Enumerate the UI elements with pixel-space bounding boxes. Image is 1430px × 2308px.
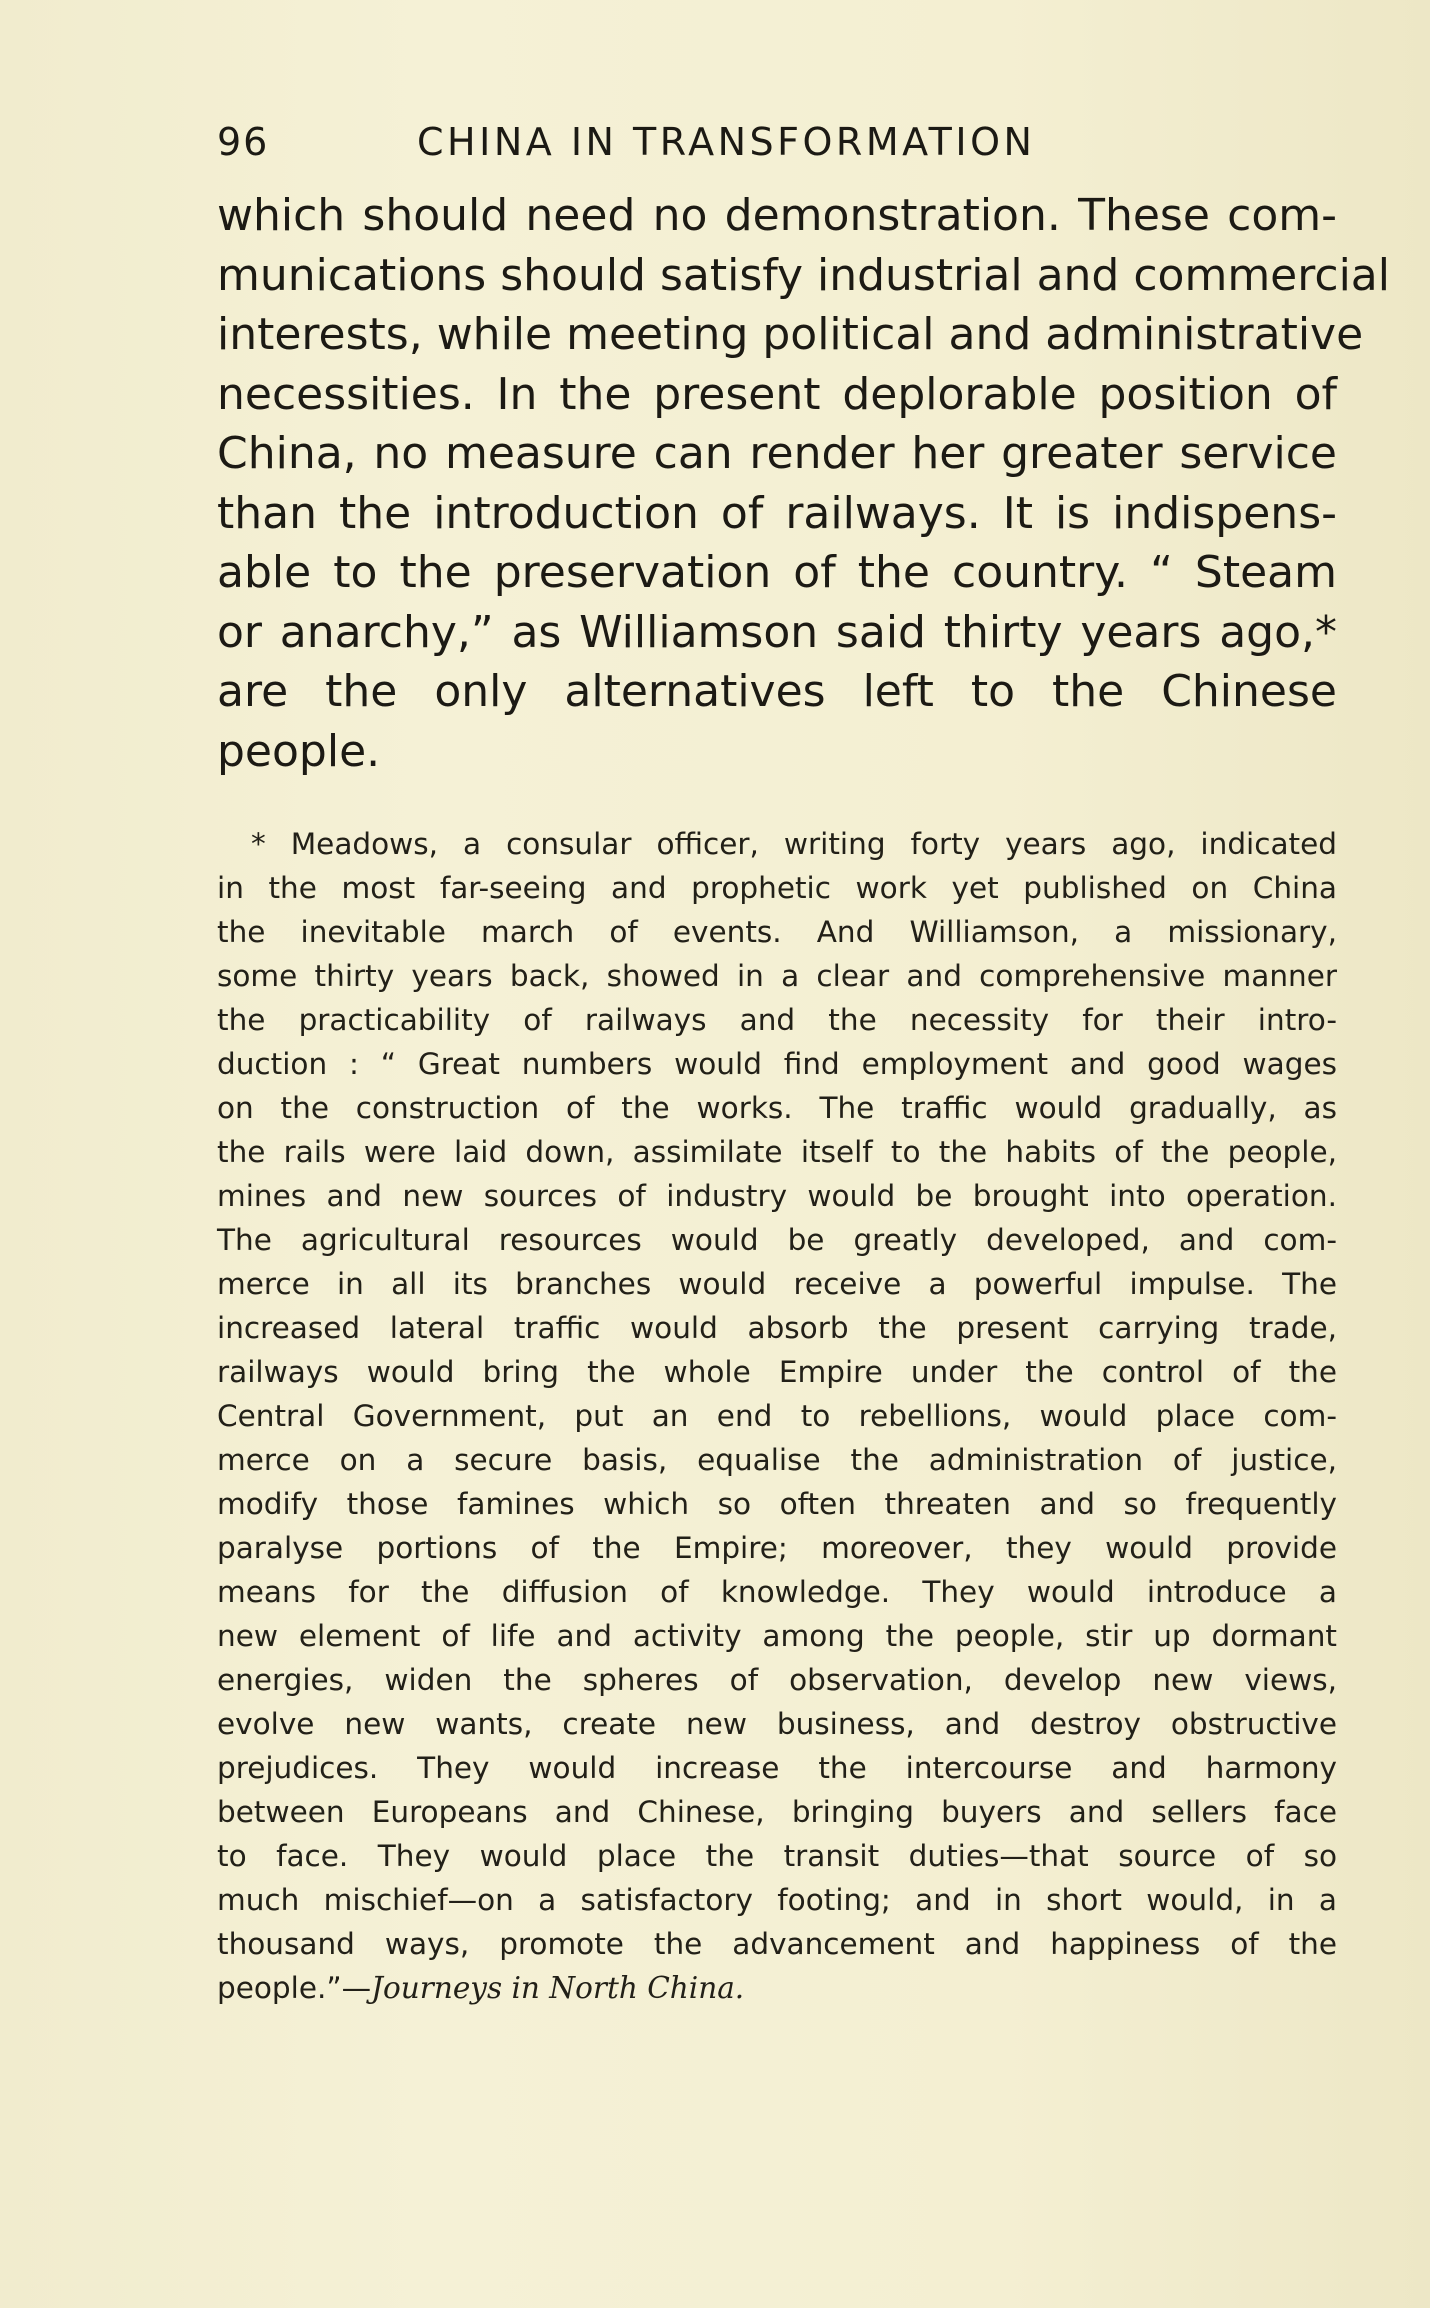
body-paragraph: [217, 186, 1390, 781]
footnote-line: the practicability of railways and the necessity for their intro-: [217, 1003, 1337, 1037]
page-number: 96: [217, 120, 270, 164]
footnote-closing-text: people.”—: [217, 1971, 372, 2005]
footnote-line: much mischief—on a satisfactory footing; and in short would, in a: [217, 1883, 1337, 1917]
body-line: people.: [217, 725, 381, 777]
footnote-closing-line: [217, 1966, 1337, 2010]
footnote-line: duction : “ Great numbers would find employment and good wages: [217, 1047, 1337, 1081]
footnote-line: the rails were laid down, assimilate itself to the habits of the people,: [217, 1135, 1337, 1169]
citation-source: Journeys in North China.: [371, 1971, 745, 2005]
body-line: able to the preservation of the country. “ Steam: [217, 547, 1337, 598]
footnote-line: on the construction of the works. The traffic would gradually, as: [217, 1091, 1337, 1125]
footnote-line: means for the diffusion of knowledge. They would introduce a: [217, 1575, 1337, 1609]
running-title: CHINA IN TRANSFORMATION: [417, 120, 1036, 164]
footnote-line: Central Government, put an end to rebellions, would place com-: [217, 1399, 1337, 1433]
footnote-line: to face. They would place the transit duties—that source of so: [217, 1839, 1337, 1873]
body-line: than the introduction of railways. It is indispens-: [217, 487, 1337, 539]
footnote-line: railways would bring the whole Empire under the control of the: [217, 1355, 1337, 1389]
page-header: [217, 112, 1337, 172]
footnote-line: The agricultural resources would be greatly developed, and com-: [217, 1223, 1337, 1257]
footnote-line: increased lateral traffic would absorb the present carrying trade,: [217, 1311, 1337, 1345]
body-line: China, no measure can render her greater service: [217, 428, 1337, 479]
body-line: or anarchy,” as Williamson said thirty years ago,*: [217, 606, 1337, 658]
footnote: [217, 822, 1337, 2010]
footnote-line: mines and new sources of industry would be brought into operation.: [217, 1179, 1337, 1213]
footnote-line: merce in all its branches would receive a powerful impulse. The: [217, 1267, 1337, 1301]
footnote-line: modify those famines which so often threaten and so frequently: [217, 1487, 1337, 1521]
footnote-line: thousand ways, promote the advancement and happiness of the: [217, 1927, 1337, 1961]
body-line: which should need no demonstration. These com-: [217, 190, 1337, 241]
footnote-line: paralyse portions of the Empire; moreover, they would provide: [217, 1531, 1337, 1565]
body-line: are the only alternatives left to the Chinese: [217, 666, 1337, 717]
footnote-line: the inevitable march of events. And Williamson, a missionary,: [217, 915, 1337, 949]
body-line: munications should satisfy industrial and commercial: [217, 249, 1390, 301]
footnote-line: some thirty years back, showed in a clear and comprehensive manner: [217, 959, 1337, 993]
footnote-line: merce on a secure basis, equalise the administration of justice,: [217, 1443, 1337, 1477]
footnote-line: * Meadows, a consular officer, writing forty years ago, indicated: [251, 827, 1337, 861]
footnote-line: new element of life and activity among the people, stir up dormant: [217, 1619, 1337, 1653]
footnote-line: prejudices. They would increase the intercourse and harmony: [217, 1751, 1337, 1785]
footnote-line: evolve new wants, create new business, and destroy obstructive: [217, 1707, 1337, 1741]
footnote-line: energies, widen the spheres of observation, develop new views,: [217, 1663, 1337, 1697]
body-line: interests, while meeting political and administrative: [217, 309, 1364, 360]
footnote-line: between Europeans and Chinese, bringing buyers and sellers face: [217, 1795, 1337, 1829]
body-line: necessities. In the present deplorable position of: [217, 368, 1337, 420]
footnote-line: in the most far-seeing and prophetic work yet published on China: [217, 871, 1337, 905]
